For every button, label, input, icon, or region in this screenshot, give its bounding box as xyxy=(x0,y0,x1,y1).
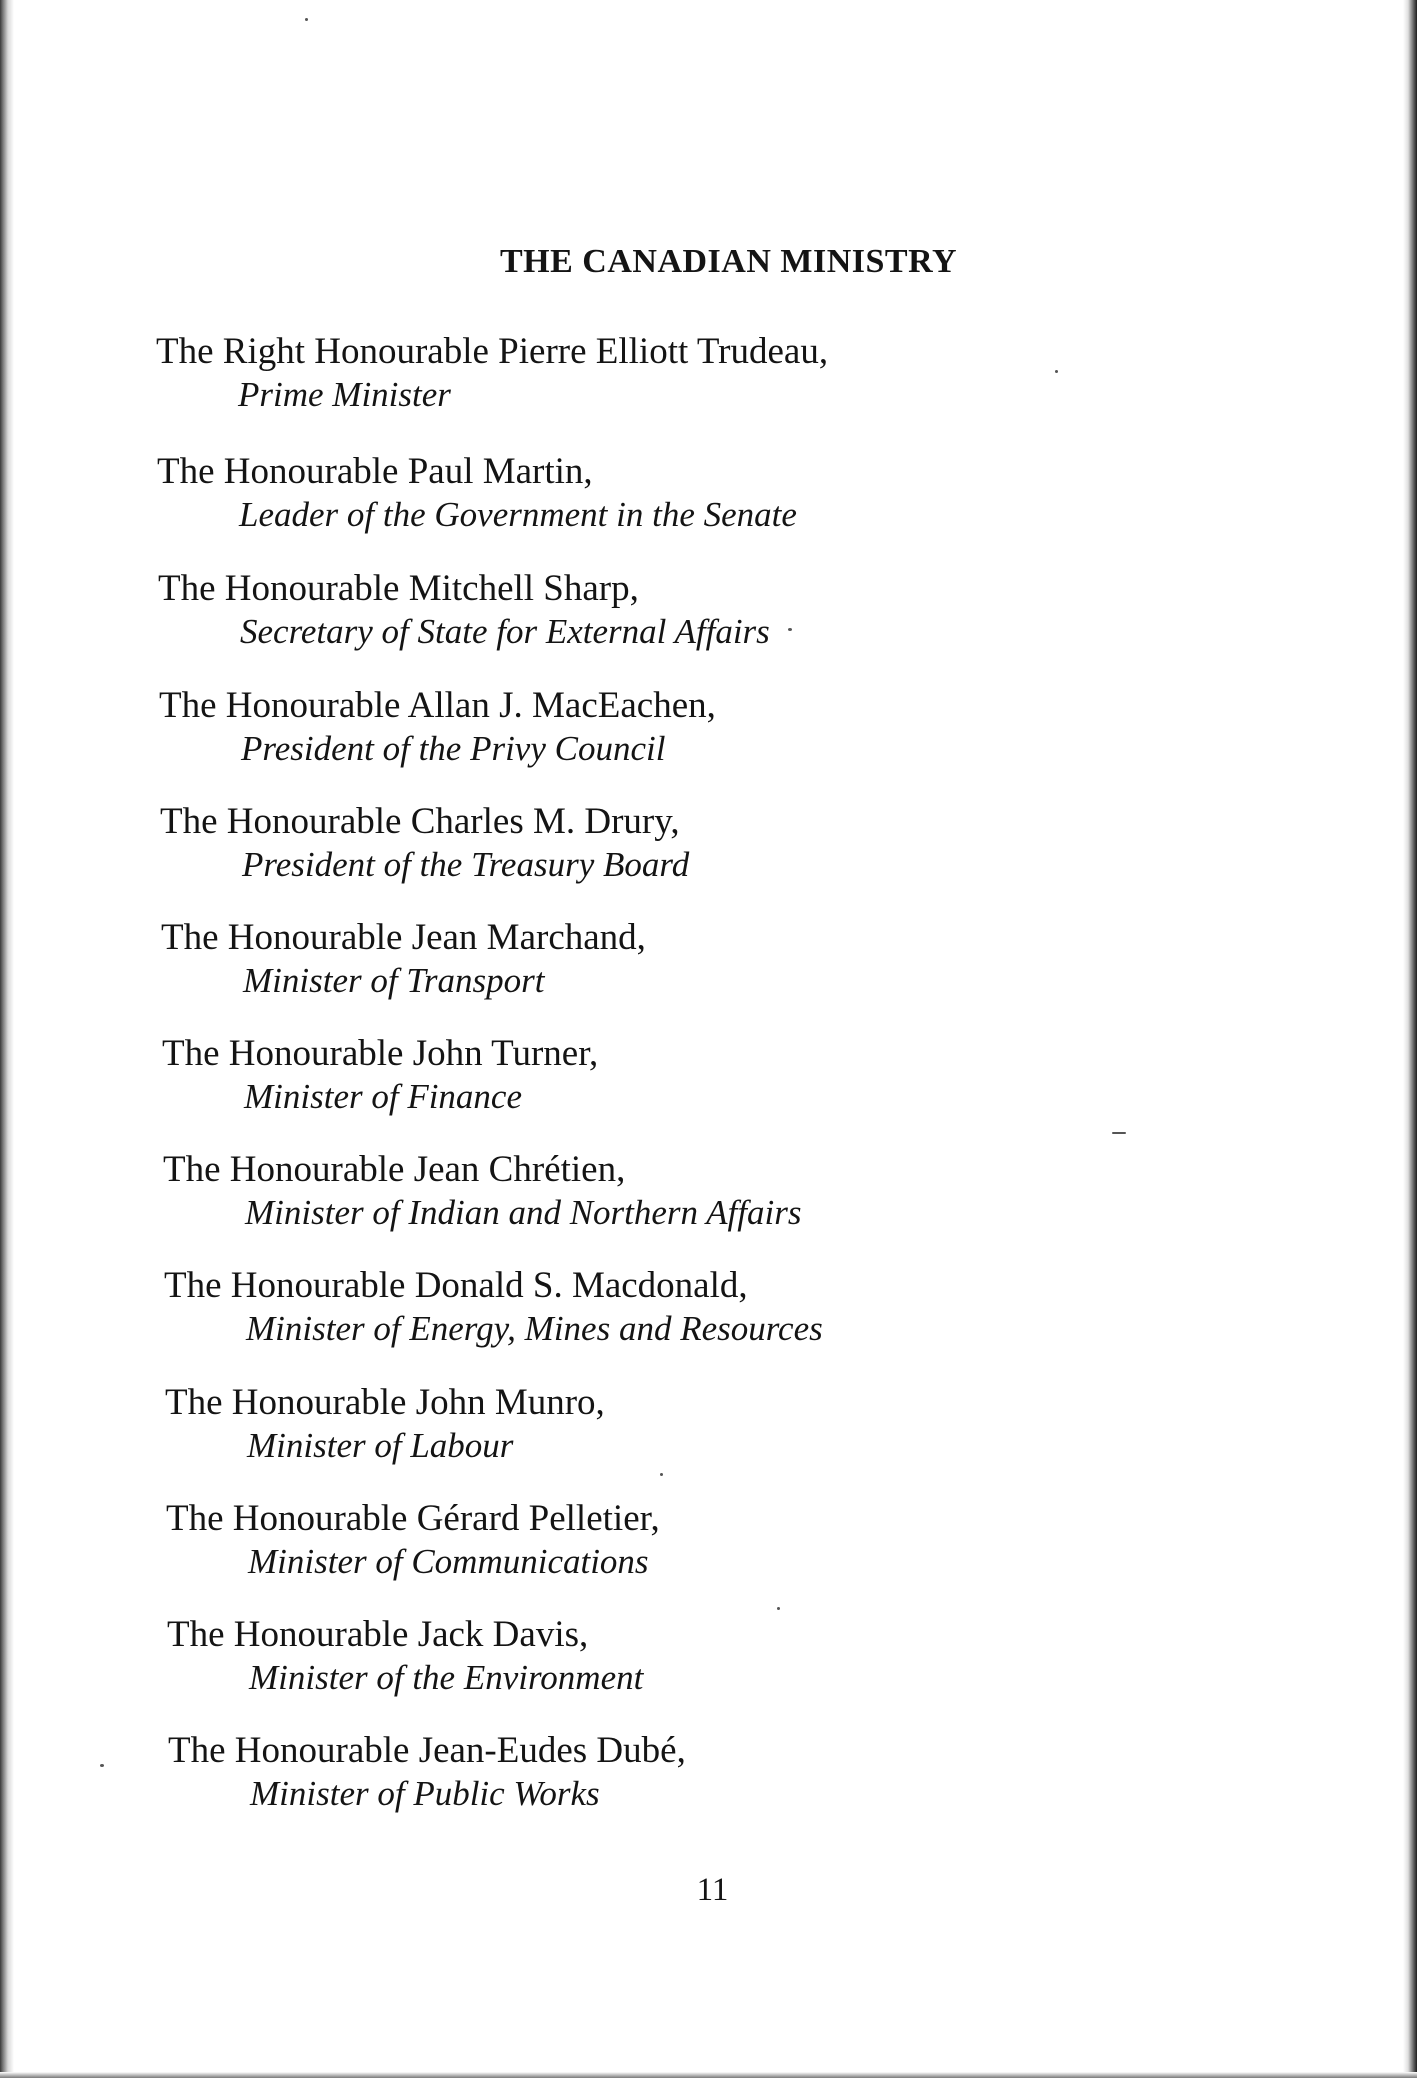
scan-speck xyxy=(1055,370,1058,373)
minister-name: The Honourable John Turner, xyxy=(162,1033,599,1074)
minister-entry xyxy=(168,1729,686,1815)
minister-entry xyxy=(166,1497,660,1583)
minister-role: Minister of Indian and Northern Affairs xyxy=(245,1193,802,1232)
minister-entry xyxy=(160,800,689,886)
page-number: 11 xyxy=(696,1872,729,1908)
minister-entry xyxy=(165,1381,605,1467)
minister-role: President of the Privy Council xyxy=(241,729,666,768)
scan-speck xyxy=(660,1473,663,1476)
scan-speck xyxy=(1112,1132,1126,1134)
minister-role: Minister of Communications xyxy=(248,1542,649,1581)
minister-entry xyxy=(162,1032,598,1118)
minister-name: The Honourable Paul Martin, xyxy=(157,451,593,492)
page-edge-bottom xyxy=(0,2072,1417,2078)
scan-speck xyxy=(777,1607,780,1610)
minister-role: Minister of Energy, Mines and Resources xyxy=(246,1309,823,1348)
minister-role: Minister of Finance xyxy=(244,1077,523,1116)
minister-role: Minister of Labour xyxy=(247,1426,514,1465)
minister-name: The Honourable Charles M. Drury, xyxy=(160,801,680,842)
minister-name: The Honourable Gérard Pelletier, xyxy=(166,1498,660,1539)
minister-entry xyxy=(163,1148,801,1234)
minister-name: The Honourable Jean-Eudes Dubé, xyxy=(168,1730,686,1771)
minister-entry xyxy=(157,450,797,536)
minister-name: The Honourable Jean Marchand, xyxy=(161,917,646,958)
minister-entry xyxy=(164,1264,823,1350)
page-edge-left xyxy=(0,0,14,2078)
minister-name: The Honourable Jean Chrétien, xyxy=(163,1149,626,1190)
minister-role: Minister of Transport xyxy=(243,961,545,1000)
minister-entry xyxy=(167,1613,643,1699)
minister-name: The Right Honourable Pierre Elliott Trudeau, xyxy=(156,331,829,372)
minister-entry xyxy=(156,330,828,416)
minister-role: President of the Treasury Board xyxy=(242,845,690,884)
minister-role: Minister of the Environment xyxy=(249,1658,644,1697)
minister-role: Minister of Public Works xyxy=(250,1774,600,1813)
minister-name: The Honourable Donald S. Macdonald, xyxy=(164,1265,748,1306)
scan-speck xyxy=(100,1764,104,1767)
page-edge-right xyxy=(1403,0,1417,2078)
scan-speck xyxy=(305,18,308,21)
minister-name: The Honourable Allan J. MacEachen, xyxy=(159,685,716,726)
minister-entry xyxy=(158,567,770,653)
minister-name: The Honourable Jack Davis, xyxy=(167,1614,589,1655)
minister-name: The Honourable John Munro, xyxy=(165,1382,605,1423)
minister-entry xyxy=(159,684,716,770)
page-title: THE CANADIAN MINISTRY xyxy=(499,243,957,280)
minister-role: Prime Minister xyxy=(238,375,451,414)
minister-role: Secretary of State for External Affairs xyxy=(240,612,770,651)
minister-name: The Honourable Mitchell Sharp, xyxy=(158,568,639,609)
minister-entry xyxy=(161,916,646,1002)
scan-speck xyxy=(788,628,792,631)
minister-role: Leader of the Government in the Senate xyxy=(239,495,797,534)
